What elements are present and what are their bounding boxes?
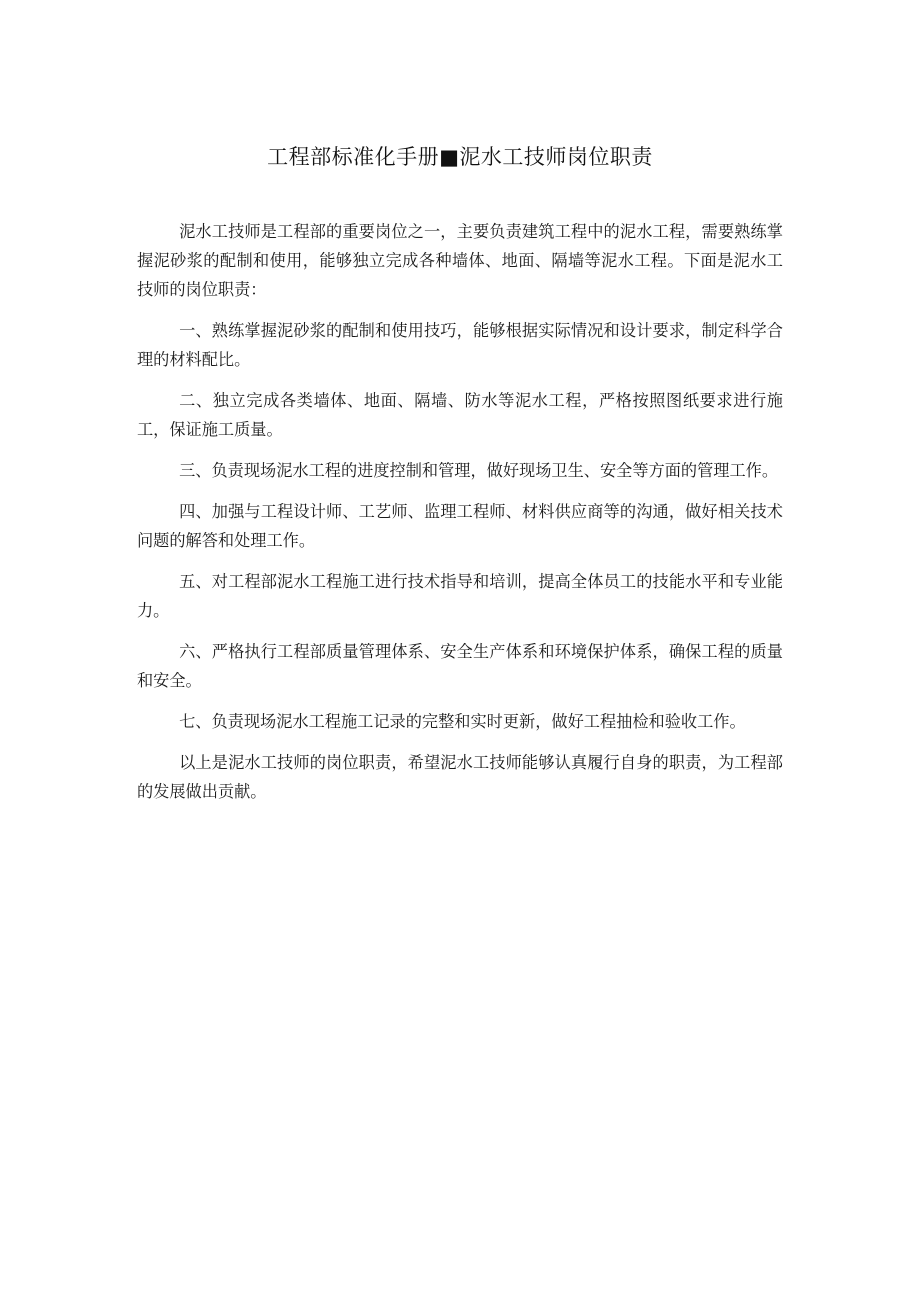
document-title: 工程部标准化手册■泥水工技师岗位职责 — [267, 145, 653, 169]
duty-paragraph-7: 七、负责现场泥水工程施工记录的完整和实时更新，做好工程抽检和验收工作。 — [179, 712, 746, 731]
duty-paragraph-1: 一、熟练掌握泥砂浆的配制和使用技巧，能够根据实际情况和设计要求，制定科学合理的材料配比。 — [137, 321, 783, 369]
duty-paragraph-4: 四、加强与工程设计师、工艺师、监理工程师、材料供应商等的沟通，做好相关技术问题的解答和处理工作。 — [137, 502, 783, 550]
duty-paragraph-3: 三、负责现场泥水工程的进度控制和管理，做好现场卫生、安全等方面的管理工作。 — [179, 461, 779, 480]
intro-paragraph: 泥水工技师是工程部的重要岗位之一，主要负责建筑工程中的泥水工程，需要熟练掌握泥砂浆的配制和使用，能够独立完成各种墙体、地面、隔墙等泥水工程。下面是泥水工技师的岗位职责： — [137, 222, 783, 299]
duty-paragraph-5: 五、对工程部泥水工程施工进行技术指导和培训，提高全体员工的技能水平和专业能力。 — [137, 572, 783, 620]
document-body — [137, 217, 783, 818]
closing-paragraph: 以上是泥水工技师的岗位职责，希望泥水工技师能够认真履行自身的职责，为工程部的发展做出贡献。 — [137, 753, 783, 801]
duty-paragraph-6: 六、严格执行工程部质量管理体系、安全生产体系和环境保护体系，确保工程的质量和安全。 — [137, 642, 783, 690]
duty-paragraph-2: 二、独立完成各类墙体、地面、隔墙、防水等泥水工程，严格按照图纸要求进行施工，保证施工质量。 — [137, 391, 783, 439]
